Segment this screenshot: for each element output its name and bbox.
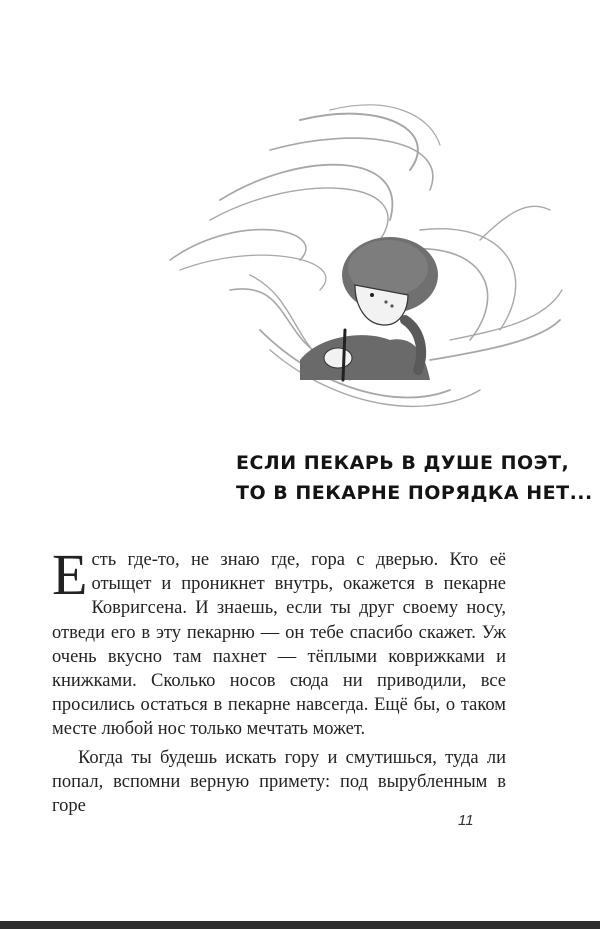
illustration-baker-poet [150,90,570,430]
illustration-caption [236,448,593,508]
page-number: 11 [458,812,474,829]
paragraph-2: Когда ты будешь искать гору и смутишься, туда ли попал, вспомни верную примету: под вырубленным в горе [52,747,506,817]
paragraph-1-text: сть где-то, не знаю где, гора с дверью. Кто её отыщет и проникнет внутрь, окажется в пекарне Ковригсена. И знаешь, если ты друг своему носу, отведи его в эту пекарню — он тебе спасибо скажет. Уж очень вкусно там пахнет — тёплыми коврижками и книжками. Сколько носов сюда ни приводили, все просились остаться в пекарне навсегда. Ещё бы, о таком месте любой нос только мечтать может. [52,550,506,740]
paragraph-1 [52,542,506,742]
caption-line-1: ЕСЛИ ПЕКАРЬ В ДУШЕ ПОЭТ, [236,452,570,474]
caption-line-2: ТО В ПЕКАРНЕ ПОРЯДКА НЕТ... [236,482,593,504]
drop-cap: Е [52,542,88,607]
bottom-bar [0,921,600,929]
wind-swirl-illustration [150,90,570,430]
body-text [52,542,506,818]
